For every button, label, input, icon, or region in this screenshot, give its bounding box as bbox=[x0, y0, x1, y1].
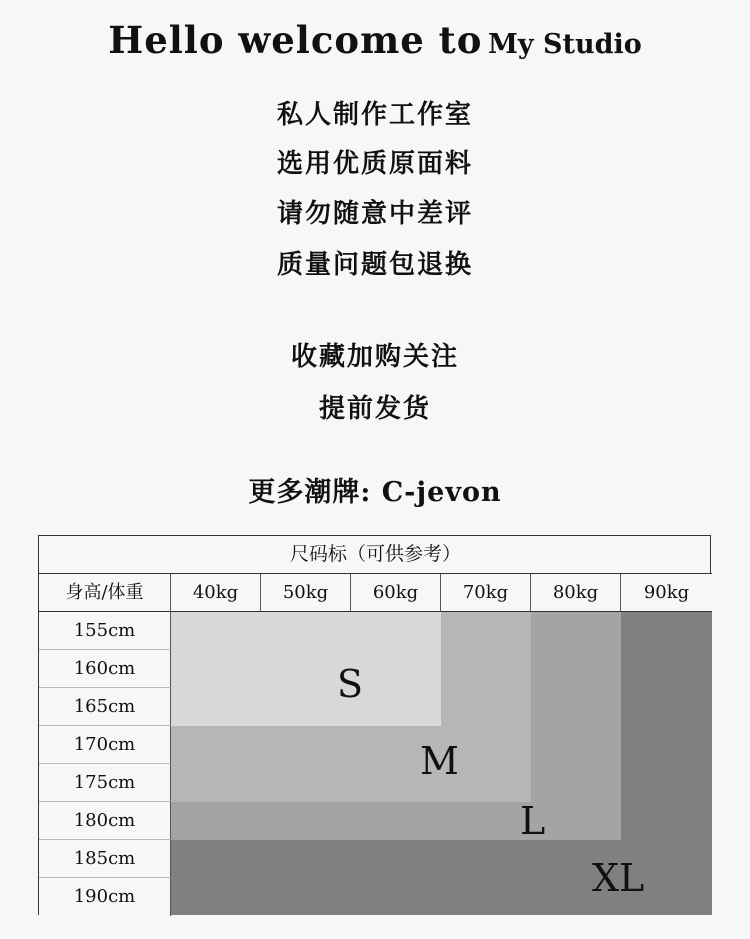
weight-header: 40kg bbox=[171, 574, 261, 612]
weight-header: 80kg bbox=[531, 574, 621, 612]
height-label: 170cm bbox=[39, 726, 171, 764]
intro-line: 选用优质原面料 bbox=[276, 149, 473, 179]
size-label-m: M bbox=[420, 739, 459, 783]
notice-line: 提前发货 bbox=[318, 394, 431, 424]
height-label: 165cm bbox=[39, 688, 171, 726]
weight-header: 50kg bbox=[261, 574, 351, 612]
height-label: 175cm bbox=[39, 764, 171, 802]
corner-header: 身高/体重 bbox=[39, 574, 171, 612]
size-chart-table bbox=[38, 535, 711, 915]
welcome-headline bbox=[0, 18, 750, 62]
greeting-text: Hello welcome to bbox=[108, 18, 483, 62]
size-chart-title: 尺码标（可供参考） bbox=[39, 536, 712, 574]
weight-header: 70kg bbox=[441, 574, 531, 612]
height-label: 180cm bbox=[39, 802, 171, 840]
brand-line: 更多潮牌: C-jevon bbox=[248, 477, 502, 508]
height-label: 155cm bbox=[39, 612, 171, 650]
height-label: 190cm bbox=[39, 878, 171, 916]
size-zone-s bbox=[171, 612, 441, 726]
size-label-xl: XL bbox=[592, 856, 645, 900]
height-label: 185cm bbox=[39, 840, 171, 878]
intro-line: 质量问题包退换 bbox=[276, 250, 473, 280]
weight-header: 90kg bbox=[621, 574, 712, 612]
size-label-l: L bbox=[520, 799, 546, 843]
notice-line: 收藏加购关注 bbox=[290, 342, 459, 372]
intro-line: 请勿随意中差评 bbox=[276, 199, 473, 229]
studio-name: My Studio bbox=[488, 29, 642, 60]
height-label: 160cm bbox=[39, 650, 171, 688]
intro-line: 私人制作工作室 bbox=[276, 100, 473, 130]
weight-header: 60kg bbox=[351, 574, 441, 612]
size-label-s: S bbox=[337, 662, 364, 706]
